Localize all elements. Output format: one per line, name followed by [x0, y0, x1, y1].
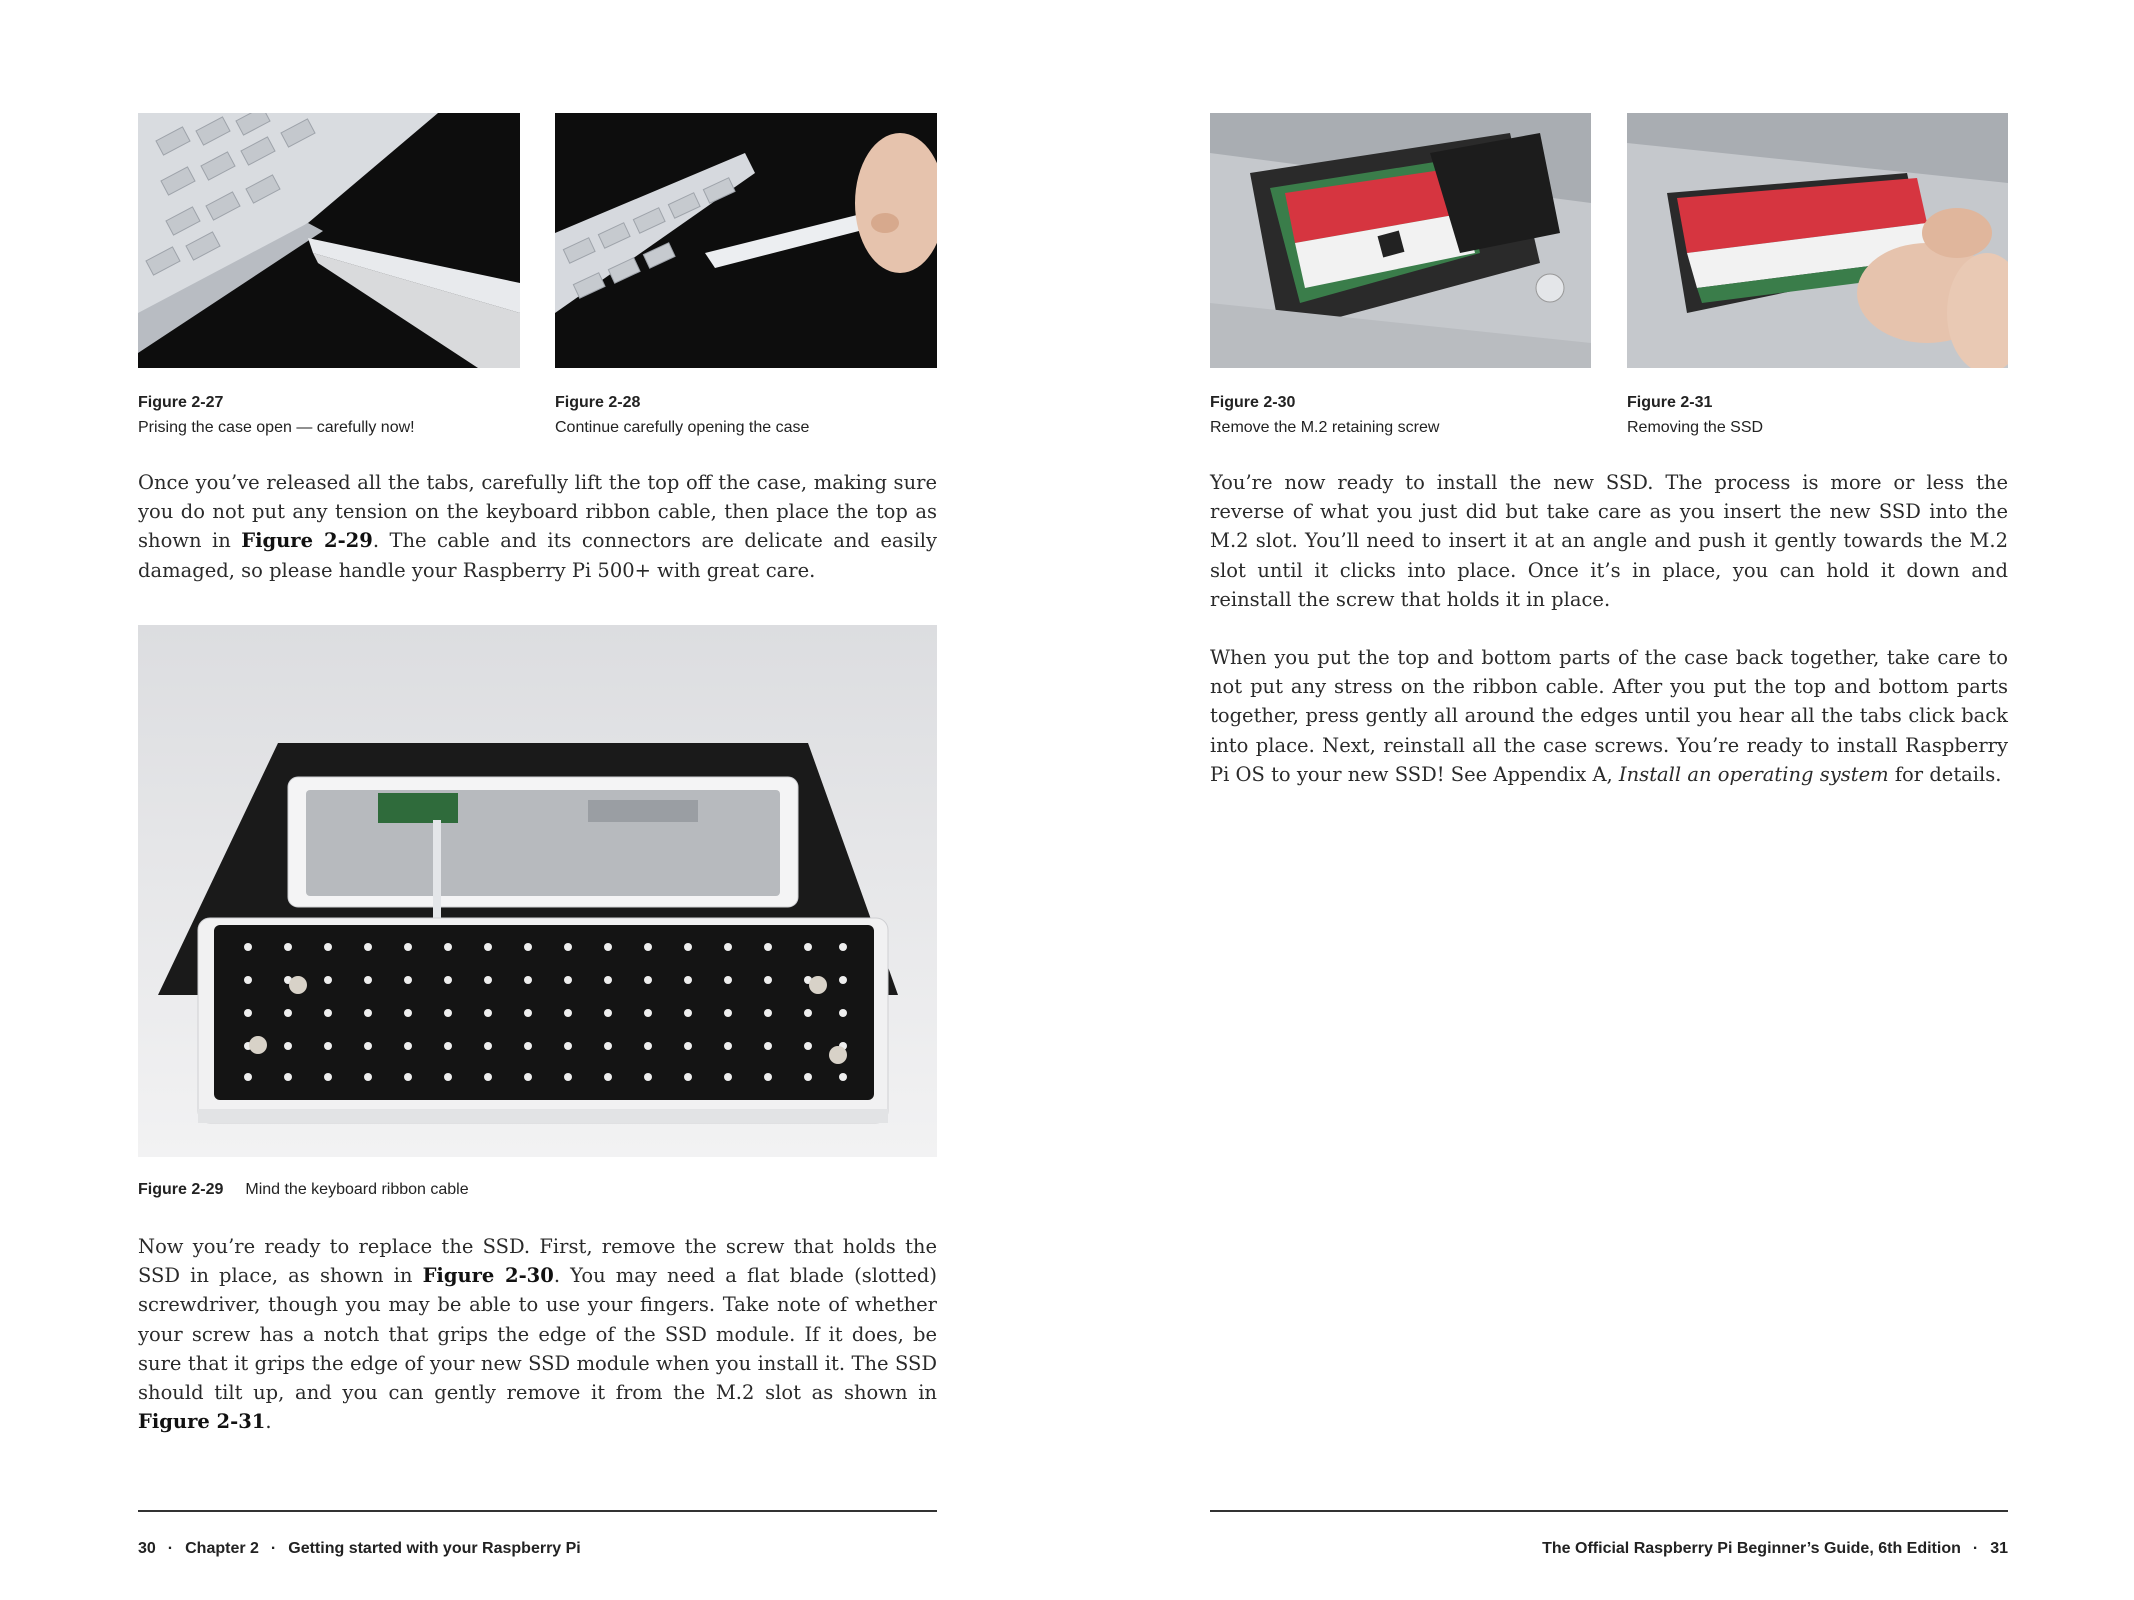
- figure-2-27-caption: [138, 390, 518, 440]
- figure-2-31-caption: [1627, 390, 2007, 440]
- figure-2-30-photo: [1210, 113, 1591, 368]
- paragraph-text: . You may need a flat blade (slotted) screwdriver, though you may be able to use your fingers. Take note of whether your screw has a notch that grips the edge of the SSD module. If it does, be sure that it grips the edge of your new SSD module when you install it. The SSD should tilt up, and you can gently remove it from the M.2 slot as shown in: [138, 1264, 937, 1405]
- figure-number: Figure 2-29: [138, 1181, 224, 1198]
- figure-2-31-photo: [1627, 113, 2008, 368]
- figure-caption-text: Prising the case open — carefully now!: [138, 419, 415, 436]
- figure-2-27-photo: [138, 113, 520, 368]
- figure-2-28-photo: [555, 113, 937, 368]
- figure-2-29-caption: [138, 1181, 469, 1199]
- figure-caption-text: Mind the keyboard ribbon cable: [245, 1181, 469, 1198]
- book-title: The Official Raspberry Pi Beginner’s Guide, 6th Edition: [1542, 1540, 1961, 1557]
- body-paragraph: [138, 468, 937, 585]
- paragraph-text: . The cable and its connectors are delicate and easily damaged, so please handle your Raspberry Pi 500+ with great care.: [138, 529, 937, 582]
- paragraph-text: Once you’ve released all the tabs, carefully lift the top off the case, making sure you do not put any tension on the keyboard ribbon cable, then place the top as shown in: [138, 471, 937, 553]
- paragraph-text: .: [265, 1410, 272, 1434]
- page-number: 30: [138, 1540, 156, 1557]
- figure-2-28-caption: [555, 390, 935, 440]
- footer-rule: [1210, 1510, 2008, 1512]
- paragraph-text: When you put the top and bottom parts of the case back together, take care to not put any stress on the ribbon cable. After you put the top and bottom parts together, press gently all around the edges until you hear all the tabs click back into place. Next, reinstall all the case screws. You’re ready to install Raspberry Pi OS to your new SSD! See Appendix A,: [1210, 646, 2008, 786]
- figure-2-30-caption: [1210, 390, 1590, 440]
- figure-2-29-photo: [138, 625, 937, 1157]
- appendix-reference: Install an operating system: [1618, 762, 1889, 786]
- chapter-title: Getting started with your Raspberry Pi: [288, 1540, 581, 1557]
- figure-number: Figure 2-31: [1627, 394, 1713, 411]
- figure-caption-text: Continue carefully opening the case: [555, 419, 810, 436]
- figure-caption-text: Remove the M.2 retaining screw: [1210, 419, 1440, 436]
- figure-reference: Figure 2-31: [138, 1410, 266, 1434]
- paragraph-text: Now you’re ready to replace the SSD. First, remove the screw that holds the SSD in place, as shown in: [138, 1235, 937, 1288]
- left-footer: [138, 1540, 581, 1558]
- figure-reference: Figure 2-29: [241, 529, 373, 553]
- figure-number: Figure 2-30: [1210, 394, 1296, 411]
- separator: ·: [167, 1540, 174, 1557]
- page-number: 31: [1990, 1540, 2008, 1557]
- right-footer: [1542, 1540, 2008, 1558]
- paragraph-text: for details.: [1888, 762, 2002, 786]
- body-paragraph: [1210, 643, 2008, 789]
- chapter-label: Chapter 2: [185, 1540, 259, 1557]
- figure-number: Figure 2-27: [138, 394, 224, 411]
- separator: ·: [1972, 1540, 1979, 1557]
- paragraph-text: You’re now ready to install the new SSD. The process is more or less the reverse of what you just did but take care as you insert the new SSD into the M.2 slot. You’ll need to insert it at an angle and push it gently towards the M.2 slot until it clicks into place. Once it’s in place, you can hold it down and reinstall the screw that holds it in place.: [1210, 471, 2008, 611]
- body-paragraph: [1210, 468, 2008, 614]
- figure-caption-text: Removing the SSD: [1627, 419, 1764, 436]
- figure-reference: Figure 2-30: [422, 1264, 554, 1288]
- separator: ·: [270, 1540, 277, 1557]
- figure-number: Figure 2-28: [555, 394, 641, 411]
- body-paragraph: [138, 1232, 937, 1436]
- footer-rule: [138, 1510, 937, 1512]
